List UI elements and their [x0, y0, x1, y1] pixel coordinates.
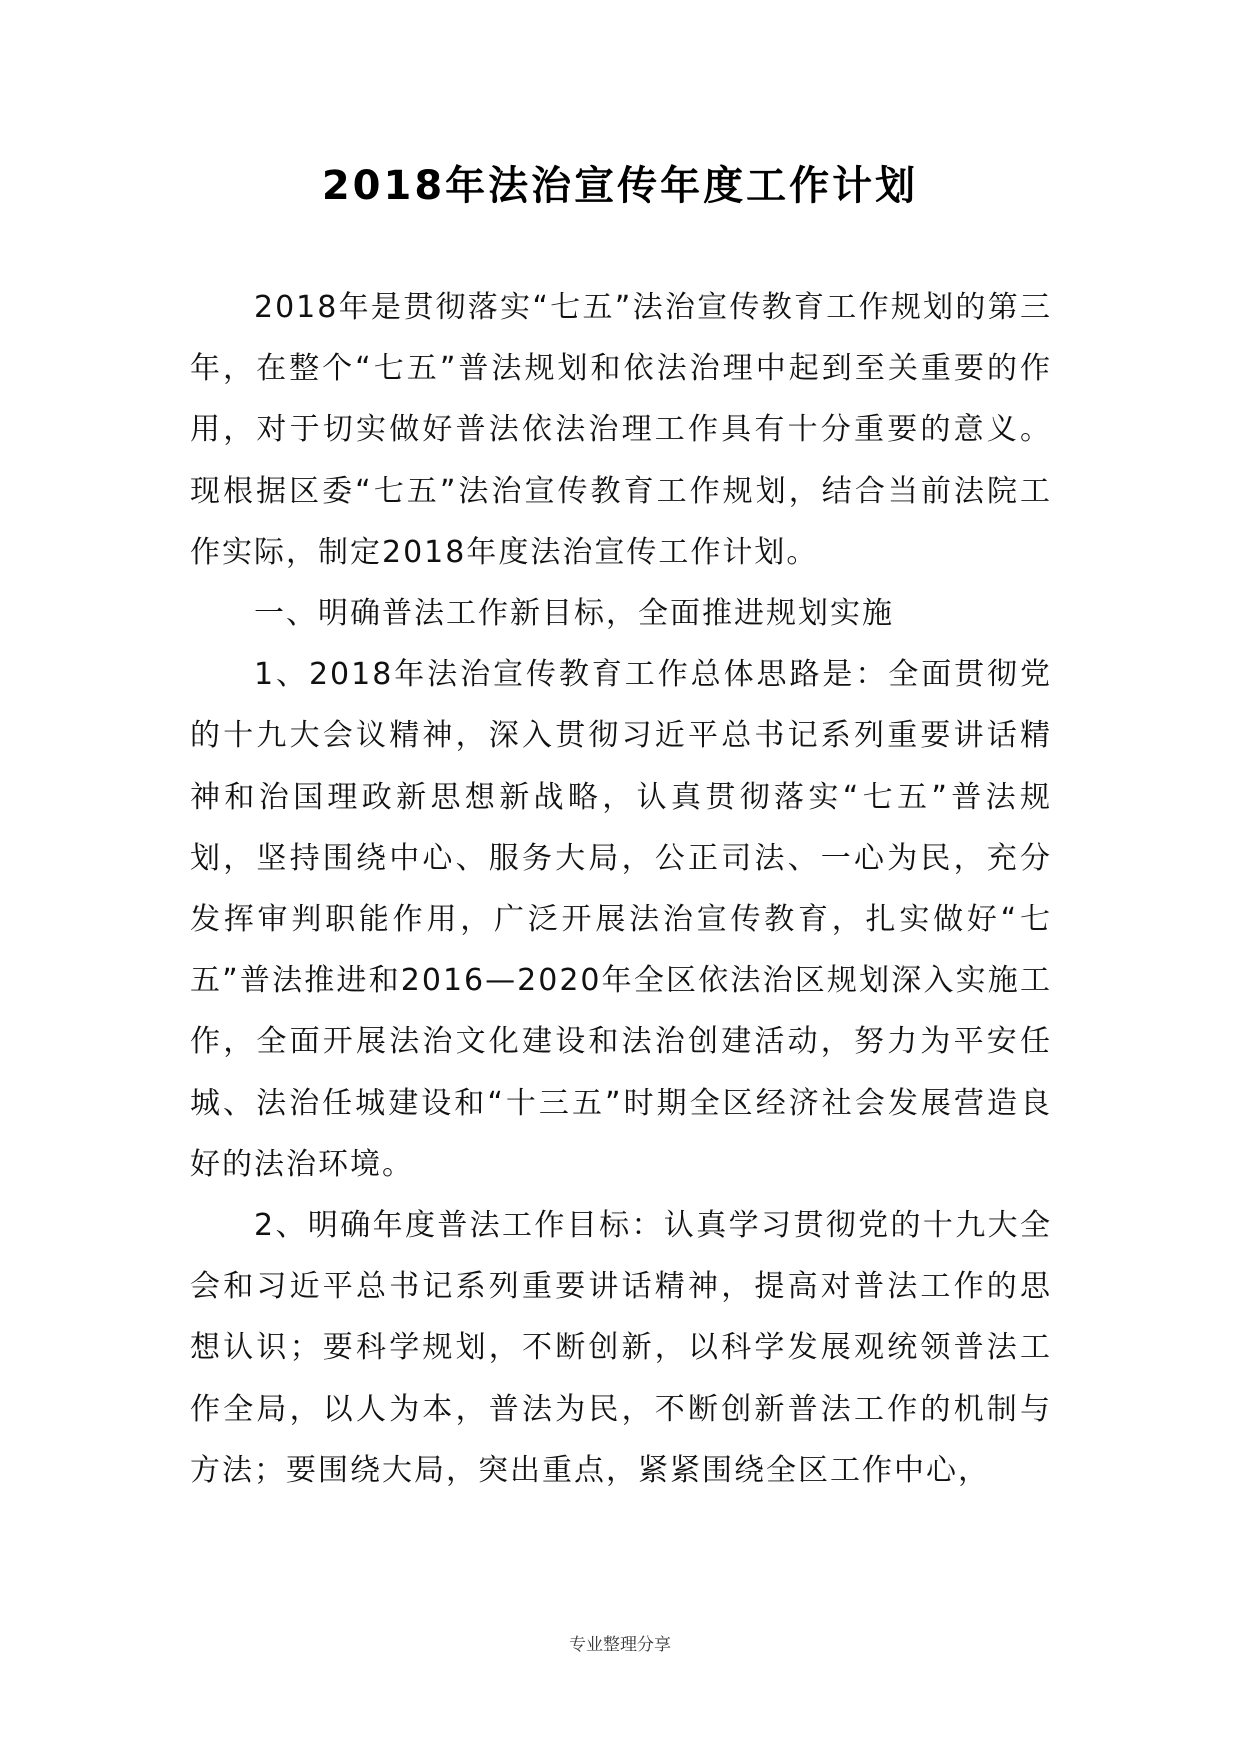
item-paragraph-2: 2、明确年度普法工作目标：认真学习贯彻党的十九大全会和习近平总书记系列重要讲话精神，提高对普法工作的思想认识；要科学规划，不断创新，以科学发展观统领普法工作全局，以人为本，普法为民，不断创新普法工作的机制与方法；要围绕大局，突出重点，紧紧围绕全区工作中心， — [190, 1208, 1052, 1488]
item-paragraph-1: 1、2018年法治宣传教育工作总体思路是：全面贯彻党的十九大会议精神，深入贯彻习近平总书记系列重要讲话精神和治国理政新思想新战略，认真贯彻落实“七五”普法规划，坚持围绕中心、服务大局，公正司法、一心为民，充分发挥审判职能作用，广泛开展法治宣传教育，扎实做好“七五”普法推进和2016—2020年全区依法治区规划深入实施工作，全面开展法治文化建设和法治创建活动，努力为平安任城、法治任城建设和“十三五”时期全区经济社会发展营造良好的法治环境。 — [190, 657, 1052, 1182]
intro-paragraph: 2018年是贯彻落实“七五”法治宣传教育工作规划的第三年，在整个“七五”普法规划和依法治理中起到至关重要的作用，对于切实做好普法依法治理工作具有十分重要的意义。现根据区委“七五”法治宣传教育工作规划，结合当前法院工作实际，制定2018年度法治宣传工作计划。 — [190, 290, 1052, 570]
document-body — [190, 277, 1052, 1501]
page-footer: 专业整理分享 — [569, 1635, 671, 1655]
document-title: 2018年法治宣传年度工作计划 — [321, 163, 919, 209]
section-heading-1: 一、明确普法工作新目标，全面推进规划实施 — [254, 596, 894, 632]
